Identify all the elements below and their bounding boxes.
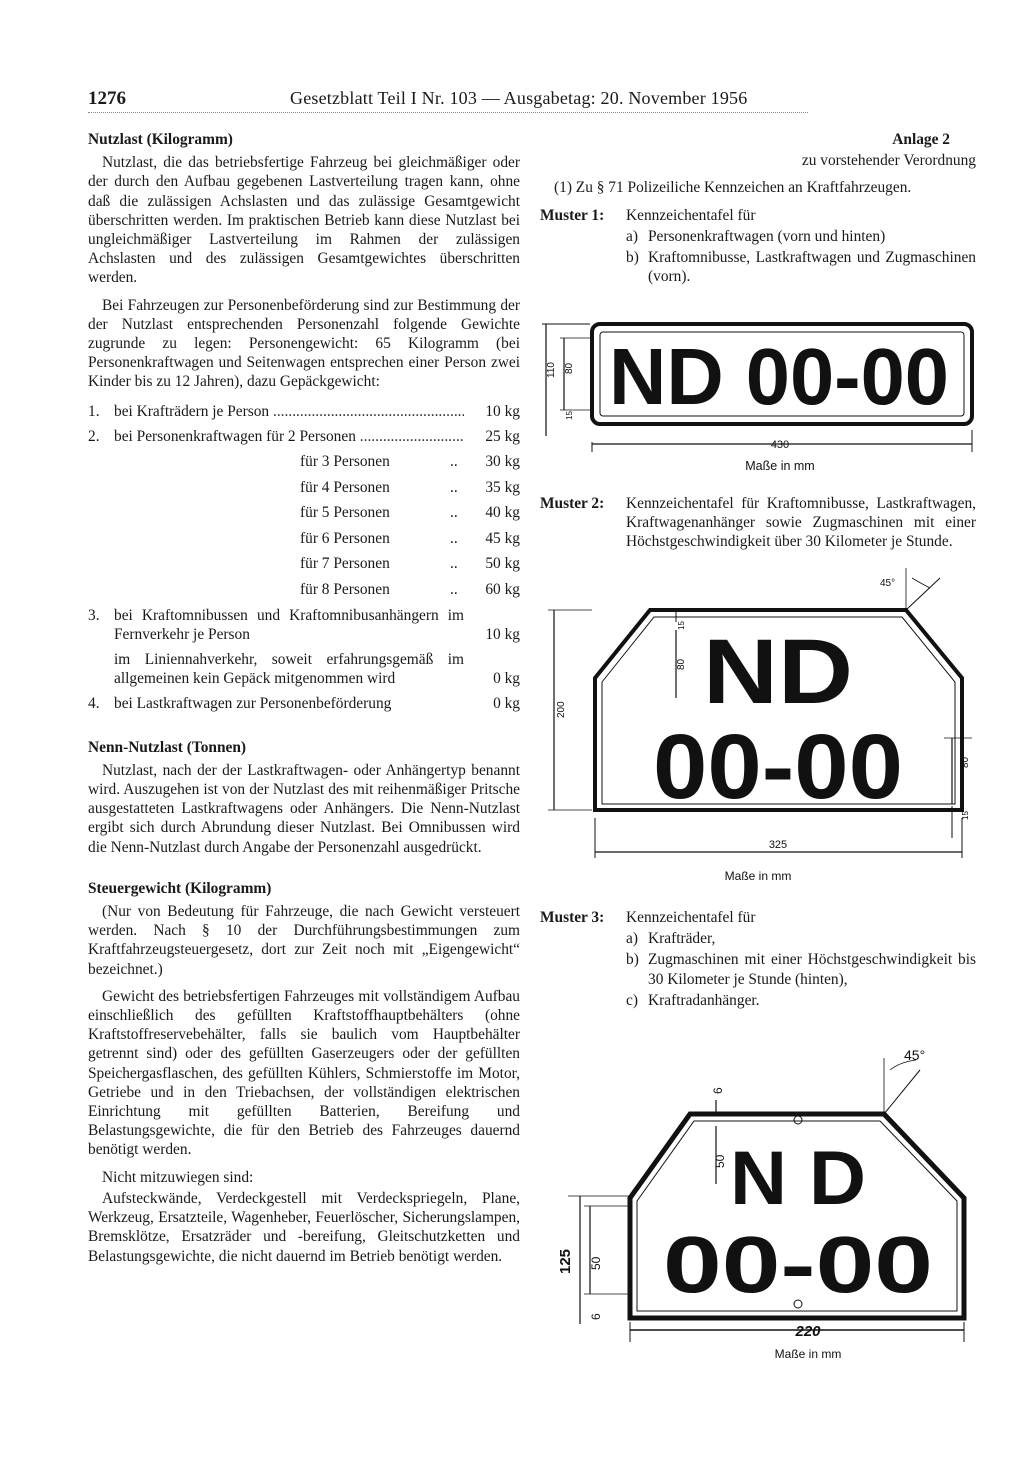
section-title-steuergewicht: Steuergewicht (Kilogramm) [88, 879, 272, 897]
dim-label: 200 [556, 701, 567, 718]
paragraph: Nutzlast, die das betriebsfertige Fahrzeug bei gleichmäßiger oder der durch den Aufbau gegebenen Lastverteilung tragen kann, ohne daß die zulässigen Achslasten und das zulässige Gesamtgewicht überschritten werden. Im praktischen Betrieb kann diese Nutzlast bei ungleichmäßiger Lastverteilung im Rahmen der zulässigen Achslasten und des zulässigen Gesamtgewichtes überschritten werden. [88, 154, 520, 287]
paragraph: Nutzlast, nach der der Lastkraftwagen- oder Anhängertyp benannt wird. Auszugehen ist von der Nutzlast des mit reihenmäßiger Pritsche ausgestatteten Lastkraftwagens oder Anhängers. Die Nenn-Nutzlast ergibt sich durch Abrundung dieser Nutzlast. Bei Omnibussen wird die Nenn-Nutzlast durch Angabe der Personenzahl ausgedrückt. [88, 761, 520, 856]
muster-desc: Kennzeichentafel für Kraftomnibusse, Lastkraftwagen, Kraftwagenanhänger sowie Zugmaschinen mit einer Höchstgeschwindigkeit über 30 Kilometer je Stunde. [626, 495, 976, 551]
dimension-caption: Maße in mm [724, 869, 792, 883]
list-number: 4. [88, 695, 100, 713]
section-title-nenn-nutzlast: Nenn-Nutzlast (Tonnen) [88, 738, 247, 756]
dim-label: 50 [713, 1154, 727, 1168]
muster-label: Muster 2: [540, 495, 605, 512]
dim-label: 15 [565, 411, 574, 420]
dim-label: 80 [960, 756, 971, 768]
list-value: 25 kg [485, 427, 520, 445]
muster-2 [540, 494, 976, 554]
list-text: bei Personenkraftwagen für 2 Personen ..... [114, 427, 464, 446]
list-number: 3. [88, 606, 100, 624]
list-value: 0 kg [493, 695, 520, 713]
muster-1 [540, 206, 976, 225]
anlage-title: Anlage 2 [892, 131, 950, 148]
plate-text-line-2: 00-00 [653, 716, 903, 818]
list-item [88, 694, 520, 713]
list-text: bei Lastkraftwagen zur Personenbeförderung [114, 695, 392, 713]
list-value: 10 kg [485, 402, 520, 420]
paragraph: (1) Zu § 71 Polizeiliche Kennzeichen an Kraftfahrzeugen. [554, 179, 912, 197]
paragraph: (Nur von Bedeutung für Fahrzeuge, die nach Gewicht versteuert werden. Nach § 10 der Durchführungsbestimmungen zum Kraftfahrzeugsteuergesetz, dort zur Zeit noch mit „Eigengewicht“ bezeichnet.) [88, 903, 520, 978]
list-text: bei Krafträdern je Person ..... [114, 402, 464, 421]
plate-text-line-1: N D [730, 1136, 866, 1221]
muster-3-list: a) Krafträder, b) Zugmaschinen mit einer Höchstgeschwindigkeit bis 30 Kilometer je Stunde (hinten), c) Kraftradanhänger. [626, 930, 976, 1009]
list-number: 1. [88, 402, 100, 420]
muster-desc: Kennzeichentafel für [626, 206, 756, 224]
dim-label: 80 [676, 658, 687, 670]
plate-diagram-3 [540, 1030, 980, 1370]
list-item [88, 402, 520, 421]
dim-label: 6 [711, 1087, 725, 1094]
dim-label: 125 [557, 1248, 574, 1274]
dim-label: 6 [589, 1313, 603, 1320]
muster-label: Muster 3: [540, 909, 605, 926]
paragraph: Nicht mitzuwiegen sind: [102, 1168, 254, 1186]
anlage-subtitle: zu vorstehender Verordnung [801, 152, 976, 170]
page-number: 1276 [88, 88, 126, 109]
dim-label: 45° [904, 1047, 926, 1063]
muster-1-list: a) Personenkraftwagen (vorn und hinten) b) Kraftomnibusse, Lastkraftwagen und Zugmaschinen (vorn). [626, 227, 976, 286]
list-subitem: für 8 Personen .. 60 kg [300, 581, 520, 599]
right-column [540, 130, 976, 288]
paragraph: Gewicht des betriebsfertigen Fahrzeuges mit vollständigem Aufbau einschließlich des gefüllten Kraftstoffhauptbehälters (ohne Kraftstoffreservebehälter, falls sie baulich vom Hauptbehälter getrennt sind) oder des gefüllten Gaserzeugers oder der gefüllten Speichergasflaschen, des gefüllten Kühlers, Schmierstoffe im Motor, Getriebe und in den Triebachsen, der vollständigen elektrischen Einrichtung mit gefüllten Batterien, Bereifung und Belastungsgewichte, die für den Betrieb des Fahrzeuges dauernd benötigt werden. [88, 987, 520, 1159]
dim-label: 15 [961, 811, 970, 820]
plate-diagram-2 [540, 568, 980, 888]
dim-label: 325 [768, 839, 788, 851]
list-subitem: für 4 Personen .. 35 kg [300, 478, 520, 496]
dim-label: 50 [589, 1256, 603, 1270]
muster-label: Muster 1: [540, 206, 605, 224]
left-column [88, 130, 520, 1274]
list-item [88, 606, 520, 644]
list-subitem: für 6 Personen .. 45 kg [300, 529, 520, 547]
dim-label: 80 [564, 362, 575, 374]
dim-label: 430 [770, 439, 790, 451]
list-subitem: für 3 Personen .. 30 kg [300, 453, 520, 471]
list-subitem: für 7 Personen .. 50 kg [300, 555, 520, 573]
section-title-nutzlast: Nutzlast (Kilogramm) [88, 131, 233, 148]
list-text: im Liniennahverkehr, soweit erfahrungsgemäß im allgemeinen kein Gepäck mitgenommen wird [114, 651, 464, 688]
plate-text: ND 00-00 [609, 332, 949, 421]
dim-label: 110 [546, 362, 557, 378]
paragraph: Aufsteckwände, Verdeckgestell mit Verdeckspriegeln, Plane, Werkzeug, Ersatzteile, Wagenheber, Feuerlöscher, Sicherungslampen, Bremsklötze, Ersatzräder und -bereifung, Gleitschutzketten und Belastungsgewichte, die nicht dauernd im Betrieb benötigt werden. [88, 1189, 520, 1265]
plate-text-line-1: ND [703, 621, 853, 723]
dim-label: 15 [677, 621, 686, 630]
dimension-caption: Maße in mm [745, 459, 815, 473]
list-value: 0 kg [493, 670, 520, 688]
header-rule [88, 112, 808, 113]
page-header-title: Gesetzblatt Teil I Nr. 103 — Ausgabetag: 20. November 1956 [290, 88, 748, 108]
muster-3 [540, 908, 976, 1012]
list-text: bei Kraftomnibussen und Kraftomnibusanhängern im Fernverkehr je Person [114, 606, 464, 643]
list-item [88, 427, 520, 446]
list-value: 10 kg [485, 625, 520, 643]
list-item [88, 650, 520, 688]
dim-label: 45° [880, 578, 896, 589]
plate-diagram-1 [540, 318, 980, 478]
list-subitem: für 5 Personen .. 40 kg [300, 504, 520, 522]
muster-desc: Kennzeichentafel für [626, 909, 756, 926]
list-number: 2. [88, 427, 100, 445]
plate-text-line-2: 00-00 [663, 1220, 933, 1309]
dim-label: 220 [795, 1323, 821, 1340]
paragraph: Bei Fahrzeugen zur Personenbeförderung sind zur Bestimmung der der Nutzlast entsprechenden Personenzahl folgende Gewichte zugrunde zu legen: Personengewicht: 65 Kilogramm (bei Personenkraftwagen und Seitenwagen entsprechen einer Person zwei Kinder bis zu 12 Jahren), dazu Gepäckgewicht: [88, 296, 520, 391]
dimension-caption: Maße in mm [774, 1347, 842, 1361]
